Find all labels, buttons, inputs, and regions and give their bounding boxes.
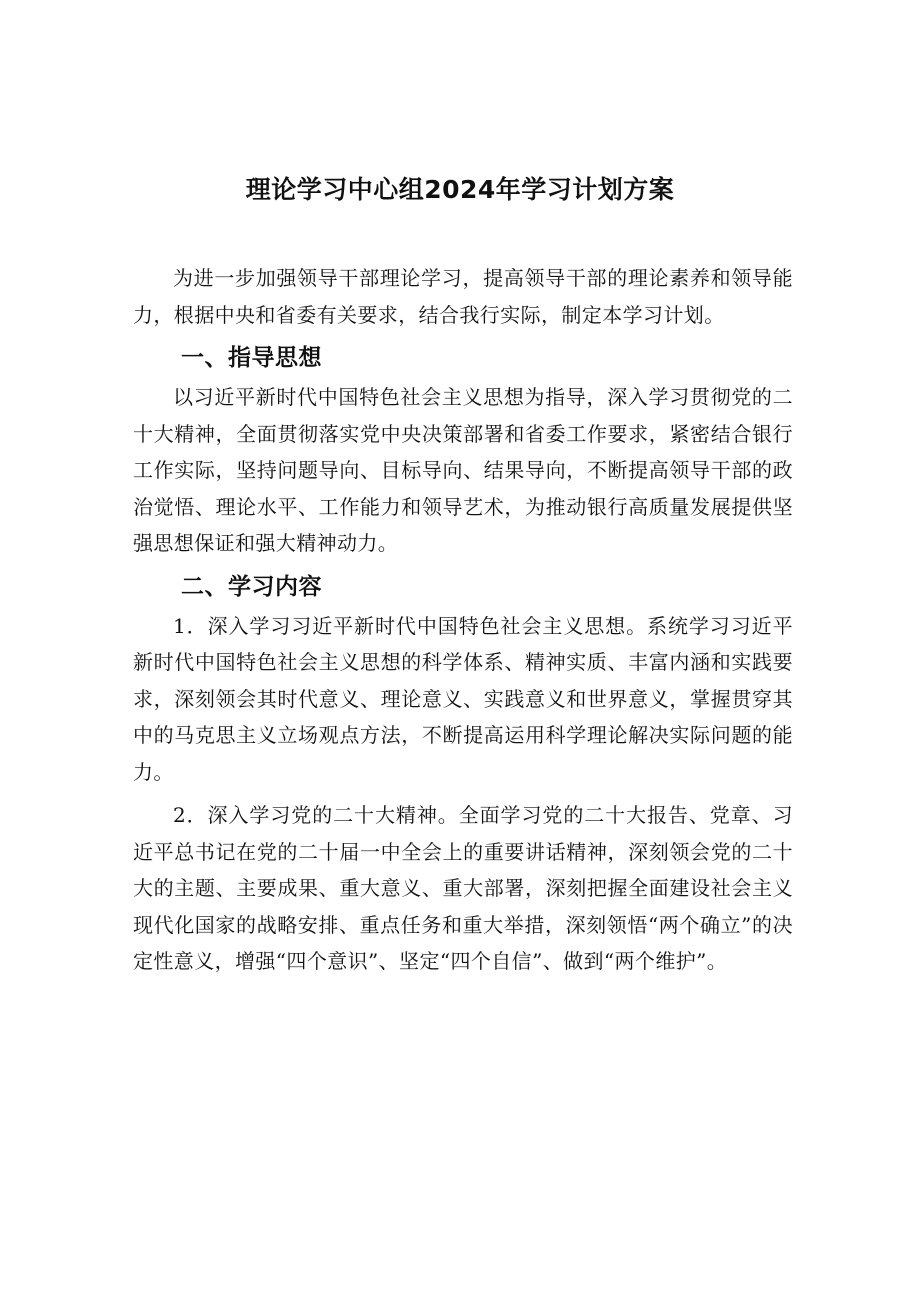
study-content-item-2: 2．深入学习党的二十大精神。全面学习党的二十大报告、党章、习近平总书记在党的二十届一中全会上的重要讲话精神，深刻领会党的二十大的主题、主要成果、重大意义、重大部署，深刻把握全面建设社会主义现代化国家的战略安排、重点任务和重大举措，深刻领悟“两个确立”的决定性意义，增强“四个意识”、坚定“四个自信”、做到“两个维护”。 — [133, 803, 793, 973]
document-body — [133, 260, 793, 980]
intro-paragraph: 为进一步加强领导干部理论学习，提高领导干部的理论素养和领导能力，根据中央和省委有关要求，结合我行实际，制定本学习计划。 — [133, 266, 793, 327]
document-title: 理论学习中心组2024年学习计划方案 — [245, 175, 675, 204]
section-heading-guiding-thought: 一、指导思想 — [181, 345, 322, 371]
guiding-thought-paragraph: 以习近平新时代中国特色社会主义思想为指导，深入学习贯彻党的二十大精神，全面贯彻落实党中央决策部署和省委工作要求，紧密结合银行工作实际，坚持问题导向、目标导向、结果导向，不断提高领导干部的政治觉悟、理论水平、工作能力和领导艺术，为推动银行高质量发展提供坚强思想保证和强大精神动力。 — [133, 385, 793, 555]
study-content-item-1: 1．深入学习习近平新时代中国特色社会主义思想。系统学习习近平新时代中国特色社会主义思想的科学体系、精神实质、丰富内涵和实践要求，深刻领会其时代意义、理论意义、实践意义和世界意义，掌握贯穿其中的马克思主义立场观点方法，不断提高运用科学理论解决实际问题的能力。 — [133, 613, 793, 784]
section-heading-study-content: 二、学习内容 — [181, 573, 322, 600]
